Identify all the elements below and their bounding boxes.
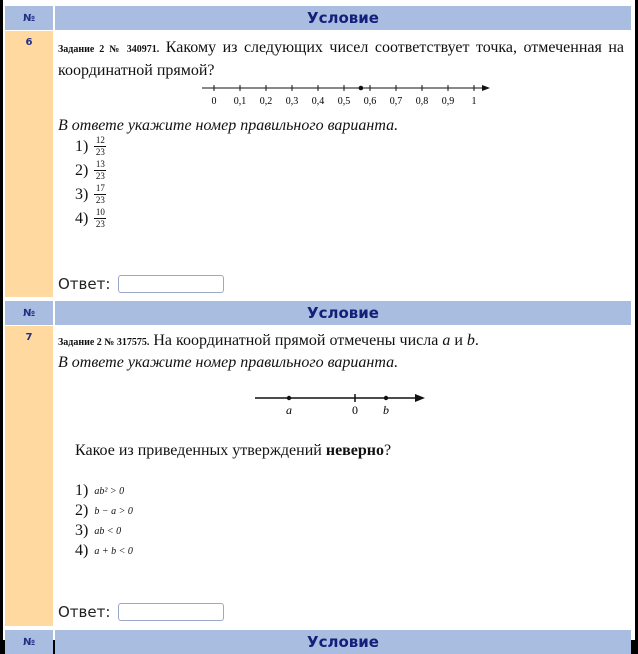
option-expression: ab² > 0 [94, 485, 125, 497]
tick-label: 0,8 [415, 96, 429, 107]
answer-label: Ответ: [58, 275, 111, 293]
task-statement [58, 37, 624, 81]
question-bold: неверно [325, 442, 385, 459]
tick-label: 1 [471, 96, 477, 107]
answer-input[interactable] [118, 275, 224, 293]
task-statement: Задание 2 № 317575. На координатной прямой отмечены числа a и b. [58, 332, 479, 349]
tick-label: 0,7 [389, 96, 403, 107]
task-text: На координатной прямой отмечены числа [153, 332, 439, 349]
point-b [384, 396, 388, 400]
option-fraction [94, 160, 106, 181]
option-fraction [94, 136, 106, 157]
tick-label: 0,1 [233, 96, 247, 107]
numerator: 17 [95, 183, 105, 193]
tick-label: 0,5 [337, 96, 351, 107]
answer-label: Ответ: [58, 603, 111, 621]
tick-label: 0,9 [441, 96, 455, 107]
option-number: 3) [75, 185, 89, 203]
option-number: 1) [75, 482, 89, 499]
answer-row [58, 603, 224, 621]
option-number: 2) [75, 161, 89, 179]
task-number: 6 [25, 37, 33, 48]
option-item [75, 542, 133, 560]
condition-header: Условие [55, 301, 631, 325]
number-column-header: № [5, 630, 53, 654]
axis-label-zero: 0 [352, 403, 358, 417]
option-item [75, 208, 106, 229]
denominator: 23 [95, 195, 105, 205]
numerator: 12 [95, 135, 105, 145]
number-line-ab [251, 390, 431, 420]
var-b: b [466, 332, 475, 349]
option-item [75, 136, 106, 157]
option-item [75, 184, 106, 205]
task-number: 7 [25, 332, 33, 343]
task-number-cell [5, 326, 53, 626]
option-item [75, 482, 124, 500]
number-column-header: № [5, 6, 53, 30]
page [3, 0, 635, 651]
question [75, 442, 391, 460]
numerator: 10 [95, 207, 105, 217]
denominator: 23 [95, 147, 105, 157]
question-mark: ? [384, 442, 392, 459]
option-item [75, 502, 133, 520]
option-item [75, 160, 106, 181]
number-column-header: № [5, 301, 53, 325]
task-label: Задание 2 № 317575. [58, 337, 150, 348]
option-number: 4) [75, 542, 89, 559]
and-word: и [454, 332, 463, 349]
axis-label-a: a [286, 403, 292, 417]
condition-header: Условие [55, 630, 631, 654]
option-number: 4) [75, 209, 89, 227]
option-expression: a + b < 0 [94, 545, 133, 557]
task-body [58, 330, 624, 373]
option-fraction [94, 208, 106, 229]
denominator: 23 [95, 171, 105, 181]
task-body [58, 37, 624, 81]
denominator: 23 [95, 219, 105, 229]
condition-header: Условие [55, 6, 631, 30]
task-number-cell [5, 31, 53, 297]
numerator: 13 [95, 159, 105, 169]
answer-row [58, 275, 224, 293]
tick-label: 0 [211, 96, 217, 107]
instruction: В ответе укажите номер правильного варианта. [58, 354, 399, 371]
axis-label-b: b [383, 403, 389, 417]
task-label: Задание 2 № 340971. [58, 44, 160, 55]
option-number: 1) [75, 137, 89, 155]
option-number: 3) [75, 522, 89, 539]
option-number: 2) [75, 502, 89, 519]
var-a: a [442, 332, 451, 349]
point-a [287, 396, 291, 400]
tick-label: 0,3 [285, 96, 299, 107]
task-text: Какому из следующих чисел соответствует точка, отмеченная на координатной прямой? [58, 39, 624, 79]
option-fraction [94, 184, 106, 205]
answer-input[interactable] [118, 603, 224, 621]
option-item [75, 522, 121, 540]
number-line [198, 80, 498, 108]
tick-label: 0,6 [363, 96, 377, 107]
option-expression: ab < 0 [94, 525, 122, 537]
tick-label: 0,4 [311, 96, 325, 107]
tick-label: 0,2 [259, 96, 273, 107]
marked-point [359, 86, 364, 91]
option-expression: b − a > 0 [94, 505, 133, 517]
question-text: Какое из приведенных утверждений [75, 442, 322, 459]
instruction: В ответе укажите номер правильного варианта. [58, 117, 399, 134]
